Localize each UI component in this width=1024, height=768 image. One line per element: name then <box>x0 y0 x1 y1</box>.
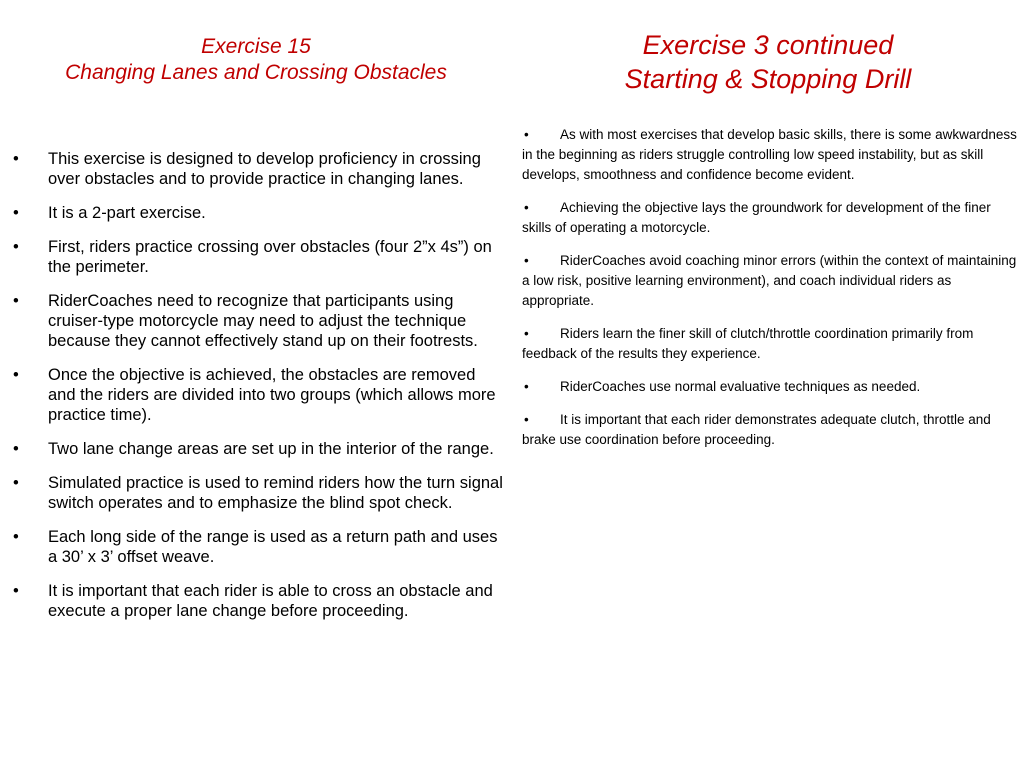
left-title <box>0 34 512 86</box>
bullet-icon: • <box>524 127 529 142</box>
list-item-text: Achieving the objective lays the groundwork for development of the finer skills of operating a motorcycle. <box>522 200 991 235</box>
list-item <box>522 251 1018 311</box>
list-item-text: Riders learn the finer skill of clutch/throttle coordination primarily from feedback of the results they experience. <box>522 326 974 361</box>
bullet-icon: • <box>13 238 19 256</box>
list-item <box>522 125 1018 185</box>
list-item <box>10 237 504 277</box>
list-item-text: RiderCoaches avoid coaching minor errors (within the context of maintaining a low risk, positive learning environment), and coach individual riders as appropriate. <box>522 253 1017 308</box>
bullet-icon: • <box>13 292 19 310</box>
list-item-text: Once the objective is achieved, the obstacles are removed and the riders are divided into two groups (which allows more practice time). <box>48 366 496 424</box>
right-title-line2: Starting & Stopping Drill <box>624 64 912 94</box>
bullet-icon: • <box>524 379 529 394</box>
left-bullet-list <box>10 149 504 635</box>
list-item <box>10 365 504 425</box>
bullet-icon: • <box>524 412 529 427</box>
bullet-icon: • <box>13 582 19 600</box>
bullet-icon: • <box>13 528 19 546</box>
list-item-text: Two lane change areas are set up in the interior of the range. <box>48 440 494 458</box>
bullet-icon: • <box>13 440 19 458</box>
list-item-text: Simulated practice is used to remind riders how the turn signal switch operates and to emphasize the blind spot check. <box>48 474 503 512</box>
right-title-line1: Exercise 3 continued <box>642 30 894 60</box>
list-item <box>10 439 504 459</box>
bullet-icon: • <box>13 474 19 492</box>
list-item-text: RiderCoaches need to recognize that participants using cruiser-type motorcycle may need to adjust the technique because they cannot effectively stand up on their footrests. <box>48 292 478 350</box>
left-title-line1: Exercise 15 <box>201 35 311 58</box>
list-item <box>10 473 504 513</box>
bullet-icon: • <box>524 253 529 268</box>
right-title <box>512 28 1024 96</box>
bullet-icon: • <box>13 204 19 222</box>
bullet-icon: • <box>524 200 529 215</box>
bullet-icon: • <box>524 326 529 341</box>
list-item <box>10 291 504 351</box>
left-title-line2: Changing Lanes and Crossing Obstacles <box>65 61 447 84</box>
list-item-text: Each long side of the range is used as a return path and uses a 30’ x 3’ offset weave. <box>48 528 498 566</box>
list-item-text: It is important that each rider is able to cross an obstacle and execute a proper lane change before proceeding. <box>48 582 493 620</box>
list-item <box>522 324 1018 364</box>
list-item <box>10 149 504 189</box>
list-item-text: RiderCoaches use normal evaluative techniques as needed. <box>560 379 921 394</box>
bullet-icon: • <box>13 150 19 168</box>
list-item-text: It is a 2-part exercise. <box>48 204 206 222</box>
list-item <box>10 203 504 223</box>
list-item-text: This exercise is designed to develop proficiency in crossing over obstacles and to provide practice in changing lanes. <box>48 150 481 188</box>
right-bullet-list <box>522 125 1018 463</box>
list-item <box>522 410 1018 450</box>
list-item-text: It is important that each rider demonstrates adequate clutch, throttle and brake use coordination before proceeding. <box>522 412 991 447</box>
list-item <box>10 581 504 621</box>
bullet-icon: • <box>13 366 19 384</box>
list-item-text: First, riders practice crossing over obstacles (four 2”x 4s”) on the perimeter. <box>48 238 492 276</box>
list-item <box>522 377 1018 397</box>
list-item-text: As with most exercises that develop basic skills, there is some awkwardness in the beginning as riders struggle controlling low speed instability, but as skill develops, smoothness and confidence become evident. <box>522 127 1017 182</box>
list-item <box>522 198 1018 238</box>
list-item <box>10 527 504 567</box>
